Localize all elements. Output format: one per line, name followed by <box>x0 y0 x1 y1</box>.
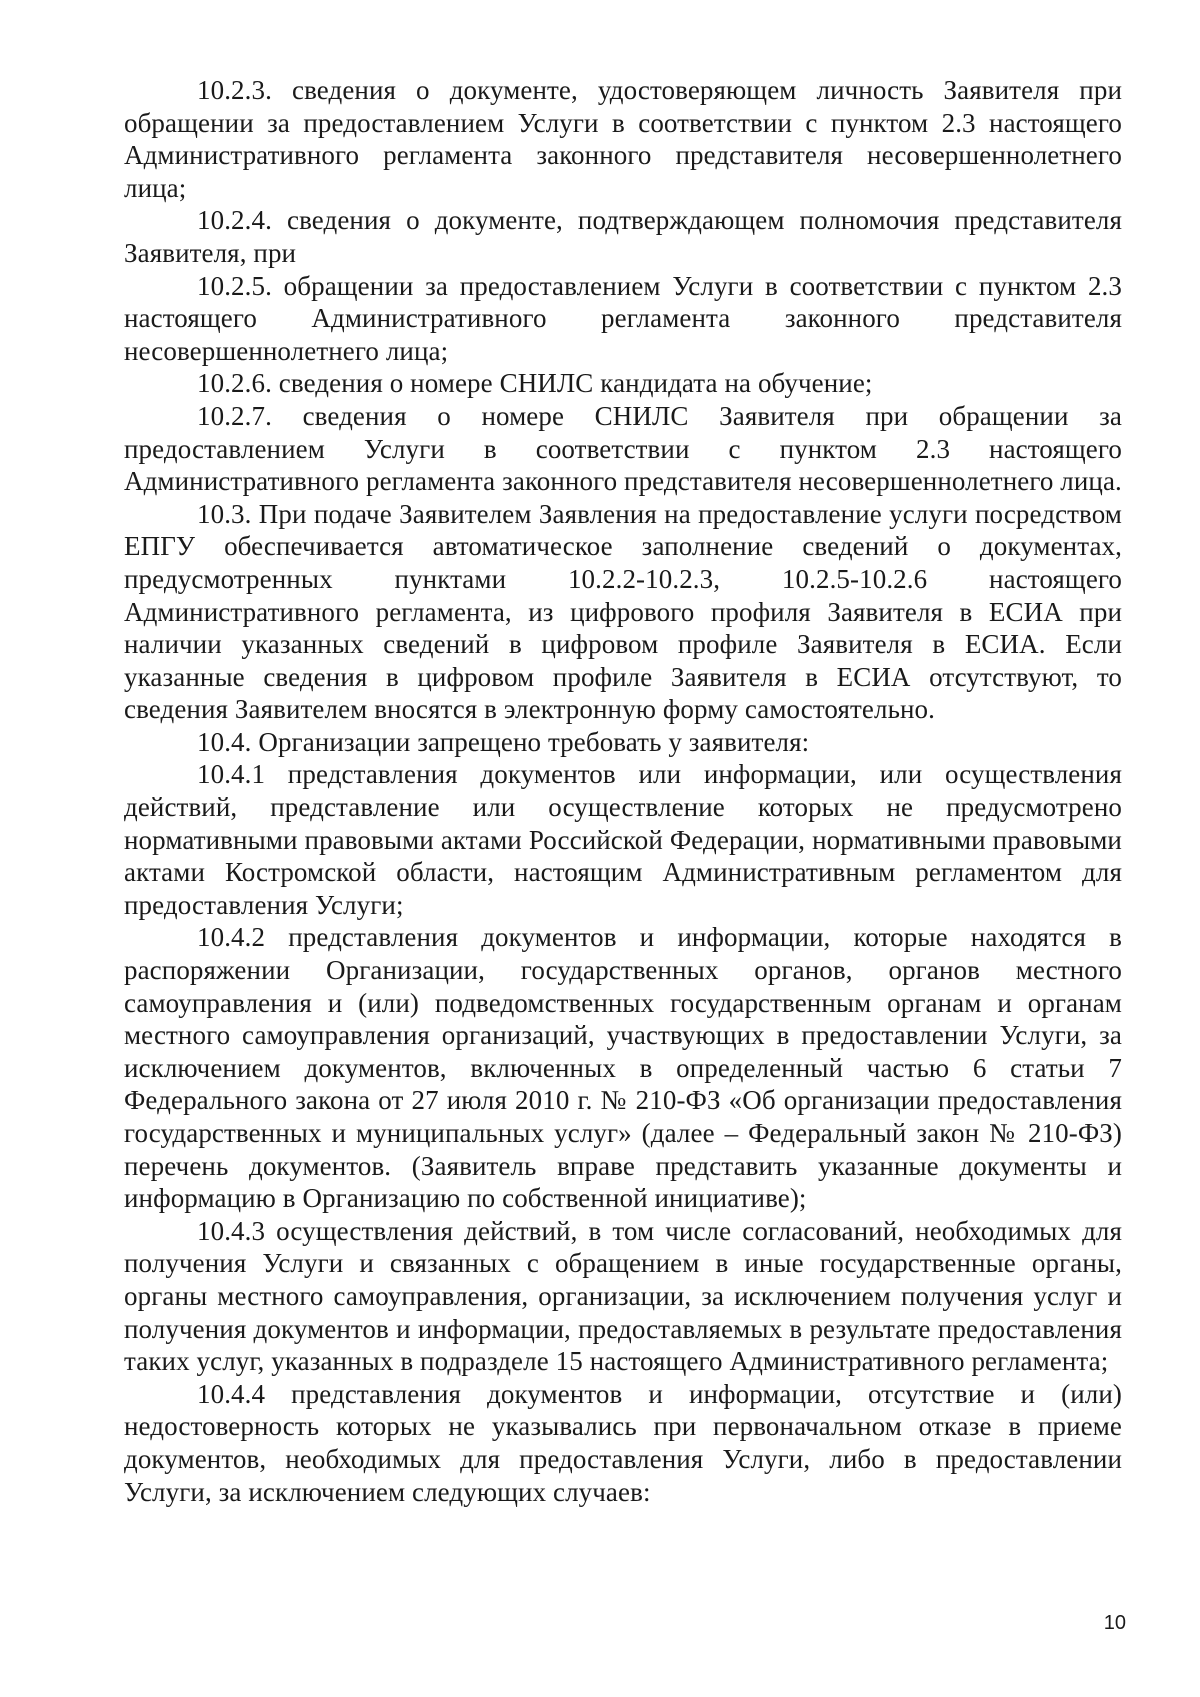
paragraph-10-2-4: 10.2.4. сведения о документе, подтверждающем полномочия представителя Заявителя, при <box>124 205 1122 268</box>
paragraph-10-2-3: 10.2.3. сведения о документе, удостоверяющем личность Заявителя при обращении за предоставлением Услуги в соответствии с пунктом 2.3 настоящего Административного регламента законного представителя несовершеннолетнего лица; <box>124 75 1122 203</box>
paragraph-10-3: 10.3. При подаче Заявителем Заявления на предоставление услуги посредством ЕПГУ обеспечивается автоматическое заполнение сведений о документах, предусмотренных пунктами 10.2.2-10.2.3, 10.2.5-10.2.6 настоящего Административного регламента, из цифрового профиля Заявителя в ЕСИА при наличии указанных сведений в цифровом профиле Заявителя в ЕСИА. Если указанные сведения в цифровом профиле Заявителя в ЕСИА отсутствуют, то сведения Заявителем вносятся в электронную форму самостоятельно. <box>124 498 1122 725</box>
paragraph-10-2-5: 10.2.5. обращении за предоставлением Услуги в соответствии с пунктом 2.3 настоящего Административного регламента законного представителя несовершеннолетнего лица; <box>124 270 1122 366</box>
paragraph-10-2-6: 10.2.6. сведения о номере СНИЛС кандидата на обучение; <box>197 368 873 399</box>
document-page <box>124 74 1122 1508</box>
page-number: 10 <box>1103 1612 1126 1634</box>
paragraph-10-4-2: 10.4.2 представления документов и информации, которые находятся в распоряжении Организации, государственных органов, органов местного самоуправления и (или) подведомственных государственным органам и органам местного самоуправления организаций, участвующих в предоставлении Услуги, за исключением документов, включенных в определенный частью 6 статьи 7 Федерального закона от 27 июля 2010 г. № 210-ФЗ «Об организации предоставления государственных и муниципальных услуг» (далее – Федеральный закон № 210-ФЗ) перечень документов. (Заявитель вправе представить указанные документы и информацию в Организацию по собственной инициативе); <box>124 922 1122 1214</box>
paragraph-10-4-4: 10.4.4 представления документов и информации, отсутствие и (или) недостоверность которых не указывались при первоначальном отказе в приеме документов, необходимых для предоставления Услуги, либо в предоставлении Услуги, за исключением следующих случаев: <box>124 1378 1122 1507</box>
paragraph-10-4: 10.4. Организации запрещено требовать у заявителя: <box>197 726 810 757</box>
paragraph-10-4-3: 10.4.3 осуществления действий, в том числе согласований, необходимых для получения Услуги и связанных с обращением в иные государственные органы, органы местного самоуправления, организации, за исключением получения услуг и получения документов и информации, предоставляемых в результате предоставления таких услуг, указанных в подразделе 15 настоящего Административного регламента; <box>124 1215 1122 1377</box>
paragraph-10-4-1: 10.4.1 представления документов или информации, или осуществления действий, представление или осуществление которых не предусмотрено нормативными правовыми актами Российской Федерации, нормативными правовыми актами Костромской области, настоящим Административным регламентом для предоставления Услуги; <box>124 759 1122 920</box>
paragraph-10-2-7: 10.2.7. сведения о номере СНИЛС Заявителя при обращении за предоставлением Услуги в соответствии с пунктом 2.3 настоящего Административного регламента законного представителя несовершеннолетнего лица. <box>124 400 1122 497</box>
